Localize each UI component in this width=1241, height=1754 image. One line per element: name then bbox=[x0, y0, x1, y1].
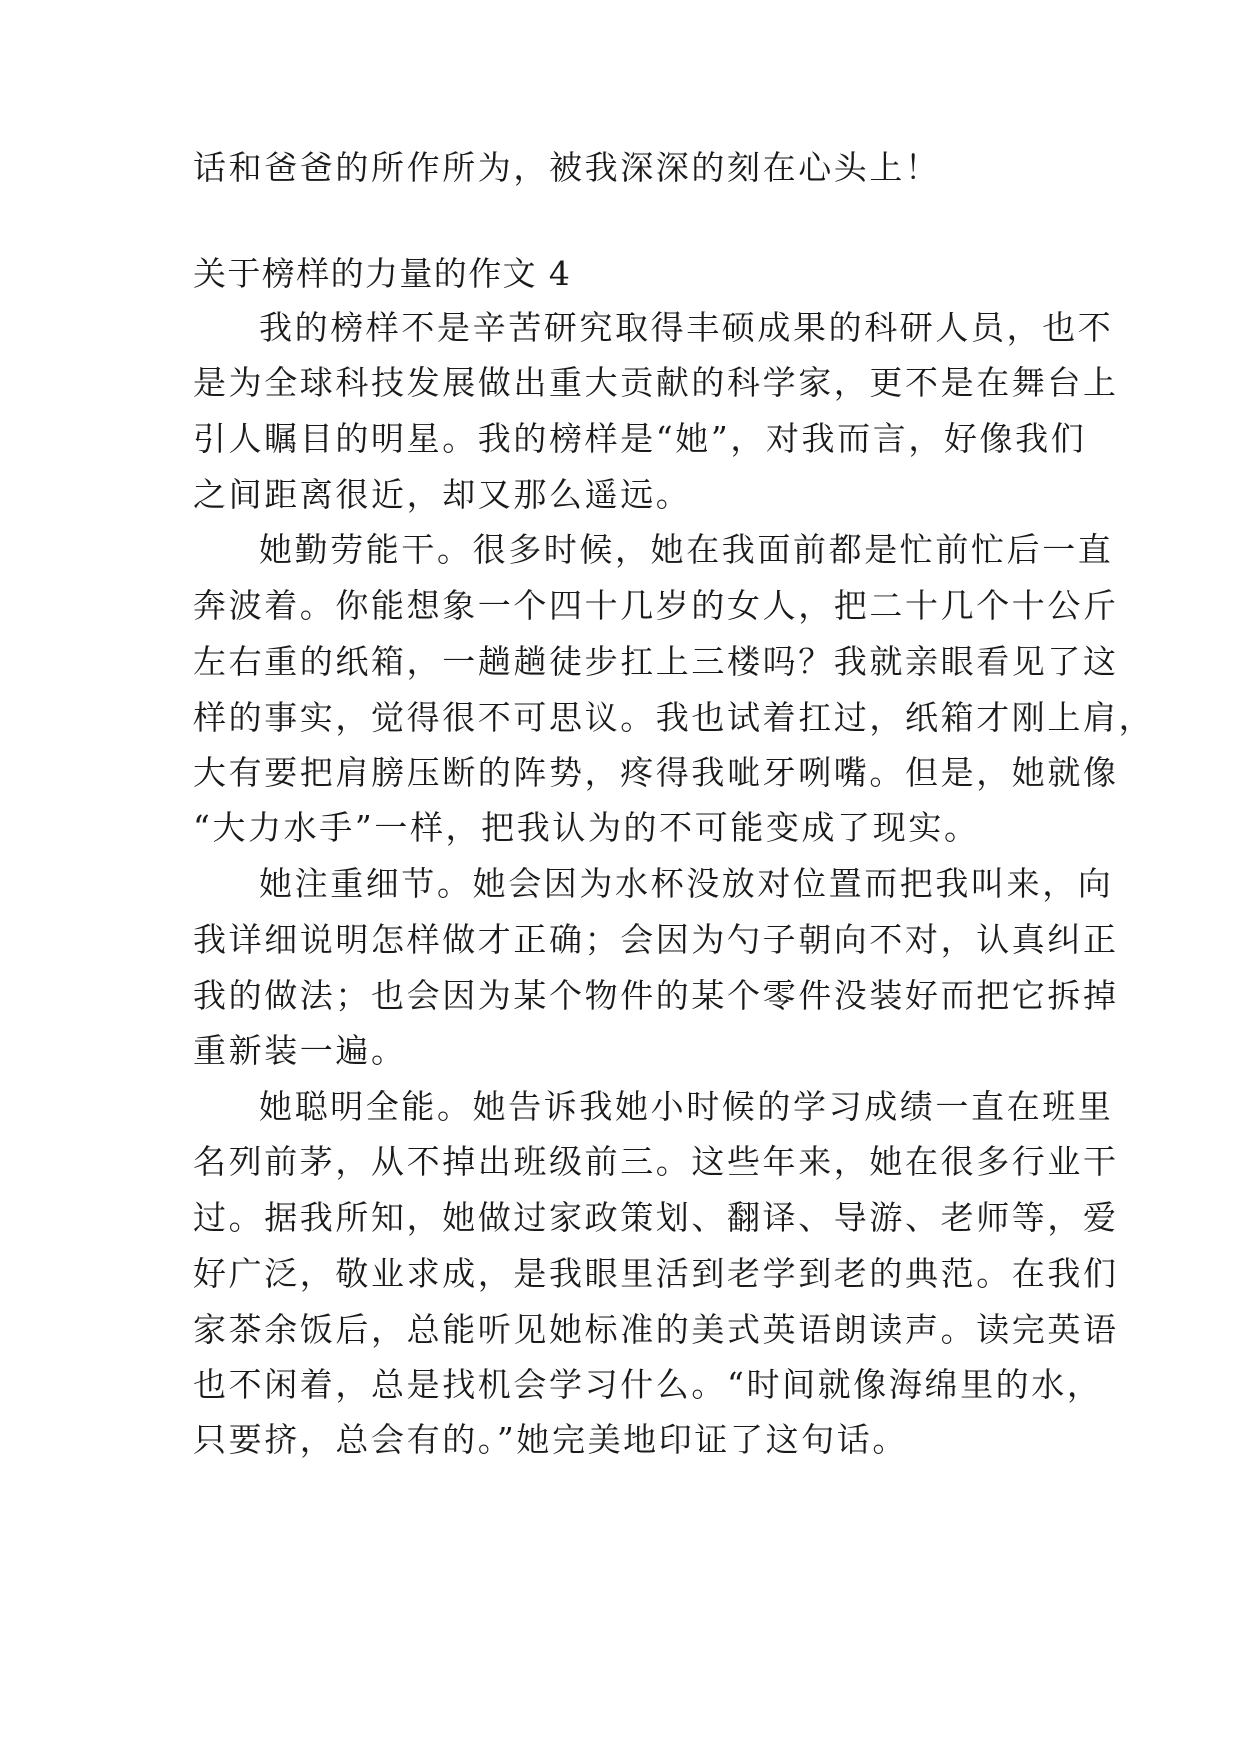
paragraph-line: 我的榜样不是辛苦研究取得丰硕成果的科研人员，也不 bbox=[259, 308, 1114, 347]
continuation-line: 话和爸爸的所作所为，被我深深的刻在心头上！ bbox=[193, 148, 941, 187]
paragraph-line: 她注重细节。她会因为水杯没放对位置而把我叫来，向 bbox=[259, 864, 1114, 903]
paragraph-line: 她勤劳能干。很多时候，她在我面前都是忙前忙后一直 bbox=[259, 530, 1114, 569]
paragraph-line: 之间距离很近，却又那么遥远。 bbox=[193, 475, 692, 514]
paragraph-line: 名列前茅，从不掉出班级前三。这些年来，她在很多行业干 bbox=[193, 1142, 1119, 1181]
paragraph-line: 左右重的纸箱，一趟趟徒步扛上三楼吗？我就亲眼看见了这 bbox=[193, 642, 1119, 681]
essay-title: 关于榜样的力量的作文 4 bbox=[193, 254, 572, 293]
paragraph-line: 是为全球科技发展做出重大贡献的科学家，更不是在舞台上 bbox=[193, 363, 1119, 402]
paragraph-line: 奔波着。你能想象一个四十几岁的女人，把二十几个十公斤 bbox=[193, 586, 1119, 625]
paragraph-line: “大力水手”一样，把我认为的不可能变成了现实。 bbox=[193, 808, 980, 847]
paragraph-line: 大有要把肩膀压断的阵势，疼得我呲牙咧嘴。但是，她就像 bbox=[193, 753, 1119, 792]
paragraph-line: 我详细说明怎样做才正确；会因为勺子朝向不对，认真纠正 bbox=[193, 920, 1119, 959]
paragraph-line: 引人瞩目的明星。我的榜样是“她”，对我而言，好像我们 bbox=[193, 419, 1087, 458]
paragraph-line: 她聪明全能。她告诉我她小时候的学习成绩一直在班里 bbox=[259, 1087, 1114, 1126]
paragraph-line: 我的做法；也会因为某个物件的某个零件没装好而把它拆掉 bbox=[193, 976, 1119, 1015]
paragraph-line: 过。据我所知，她做过家政策划、翻译、导游、老师等，爱 bbox=[193, 1198, 1119, 1237]
paragraph-line: 好广泛，敬业求成，是我眼里活到老学到老的典范。在我们 bbox=[193, 1254, 1119, 1293]
paragraph-line: 也不闲着，总是找机会学习什么。“时间就像海绵里的水， bbox=[193, 1365, 1103, 1404]
paragraph-line: 样的事实，觉得很不可思议。我也试着扛过，纸箱才刚上肩， bbox=[193, 698, 1155, 737]
paragraph-line: 家茶余饭后，总能听见她标准的美式英语朗读声。读完英语 bbox=[193, 1310, 1119, 1349]
paragraph-line: 只要挤，总会有的。”她完美地印证了这句话。 bbox=[193, 1420, 908, 1459]
paragraph-line: 重新装一遍。 bbox=[193, 1031, 407, 1070]
